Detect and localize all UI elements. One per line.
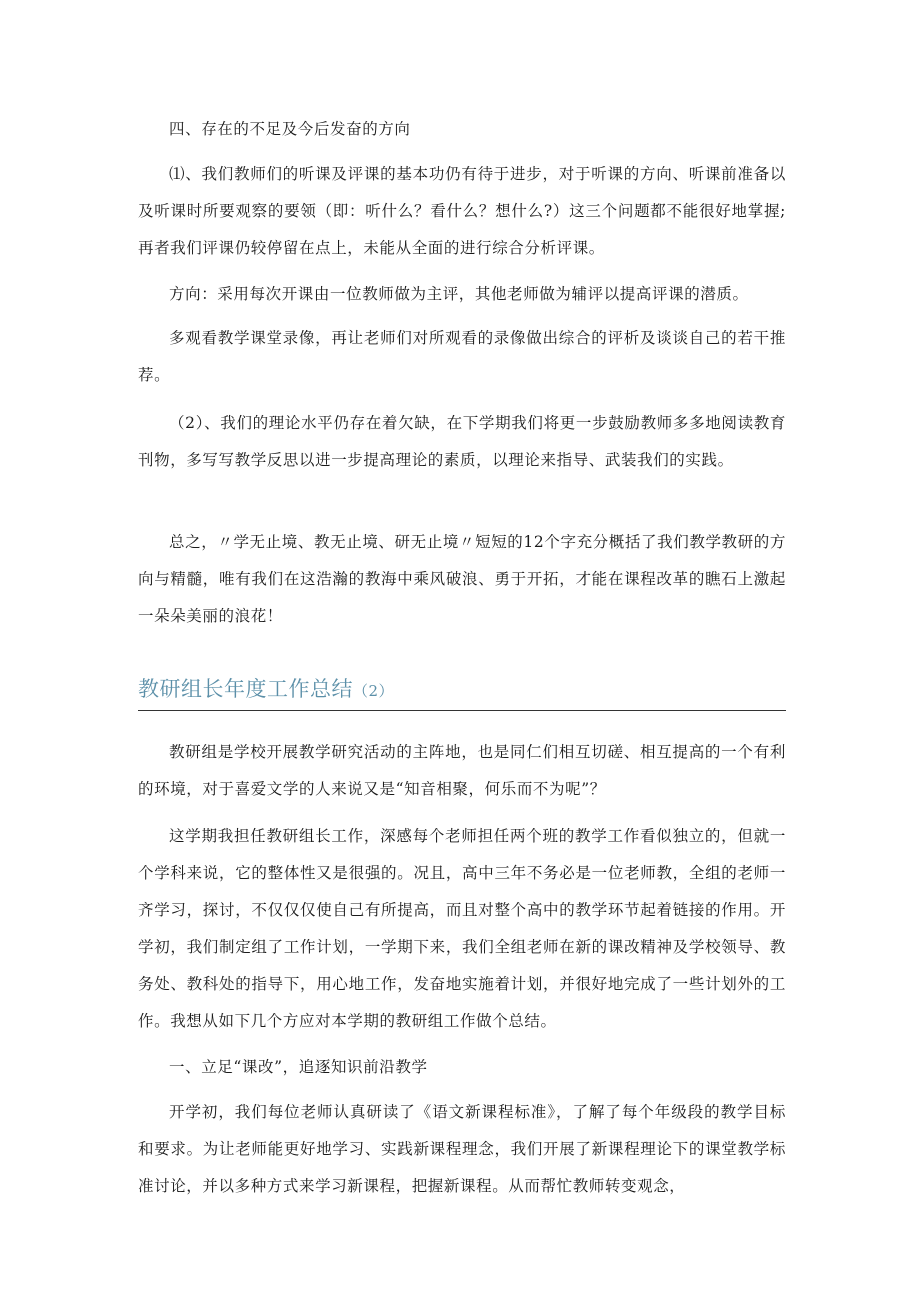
paragraph-leader-role: 这学期我担任教研组长工作，深感每个老师担任两个班的教学工作看似独立的，但就一个学科来说，它的整体性又是很强的。况且，高中三年不务必是一位老师教，全组的老师一齐学习，探讨，不仅仅仅使自己有所提高，而且对整个高中的教学环节起着链接的作用。开学初，我们制定组了工作计划，一学期下来，我们全组老师在新的课改精神及学校领导、教务处、教科处的指导下，用心地工作，发奋地实施着计划，并很好地完成了一些计划外的工作。我想从如下几个方应对本学期的教研组工作做个总结。 (138, 827, 786, 1030)
paragraph-conclusion: 总之，〃学无止境、教无止境、研无止境〃短短的12个字充分概括了我们教学教研的方向与精髓，唯有我们在这浩瀚的教海中乘风破浪、勇于开拓，才能在课程改革的瞧石上激起一朵朵美丽的浪花！ (138, 533, 786, 625)
paragraph-curriculum-study: 开学初，我们每位老师认真研读了《语文新课程标准》，了解了每个年级段的教学目标和要求。为让老师能更好地学习、实践新课程理念，我们开展了新课程理论下的课堂教学标准讨论，并以多种方式来学习新课程，把握新课程。从而帮忙教师转变观念， (138, 1103, 786, 1195)
title-divider (138, 710, 786, 711)
paragraph-listening-skills: ⑴、我们教师们的听课及评课的基本功仍有待于进步，对于听课的方向、听课前准备以及听课时所要观察的要领（即：听什么？看什么？想什么?）这三个问题都不能很好地掌握;再者我们评课仍较停留在点上，未能从全面的进行综合分析评课。 (138, 165, 786, 257)
section-title-number: （2） (353, 682, 395, 700)
paragraph-intro: 教研组是学校开展教学研究活动的主阵地，也是同仁们相互切磋、相互提高的一个有利的环境，对于喜爱文学的人来说又是“知音相聚，何乐而不为呢”？ (138, 743, 786, 798)
section-title-block (138, 674, 786, 711)
section-title-text: 教研组长年度工作总结 (138, 677, 353, 701)
section-title (138, 674, 786, 706)
paragraph-watch-recordings: 多观看教学课堂录像，再让老师们对所观看的录像做出综合的评析及谈谈自己的若干推荐。 (138, 329, 786, 384)
paragraph-direction: 方向：采用每次开课由一位教师做为主评，其他老师做为辅评以提高评课的潜质。 (169, 285, 749, 303)
section-heading-shortcomings: 四、存在的不足及今后发奋的方向 (169, 120, 411, 138)
paragraph-theory-level: （2）、我们的理论水平仍存在着欠缺，在下学期我们将更一步鼓励教师多多地阅读教育刊物，多写写教学反思以进一步提高理论的素质，以理论来指导、武装我们的实践。 (138, 414, 786, 469)
subheading-curriculum-reform: 一、立足“课改”，追逐知识前沿教学 (169, 1058, 428, 1076)
